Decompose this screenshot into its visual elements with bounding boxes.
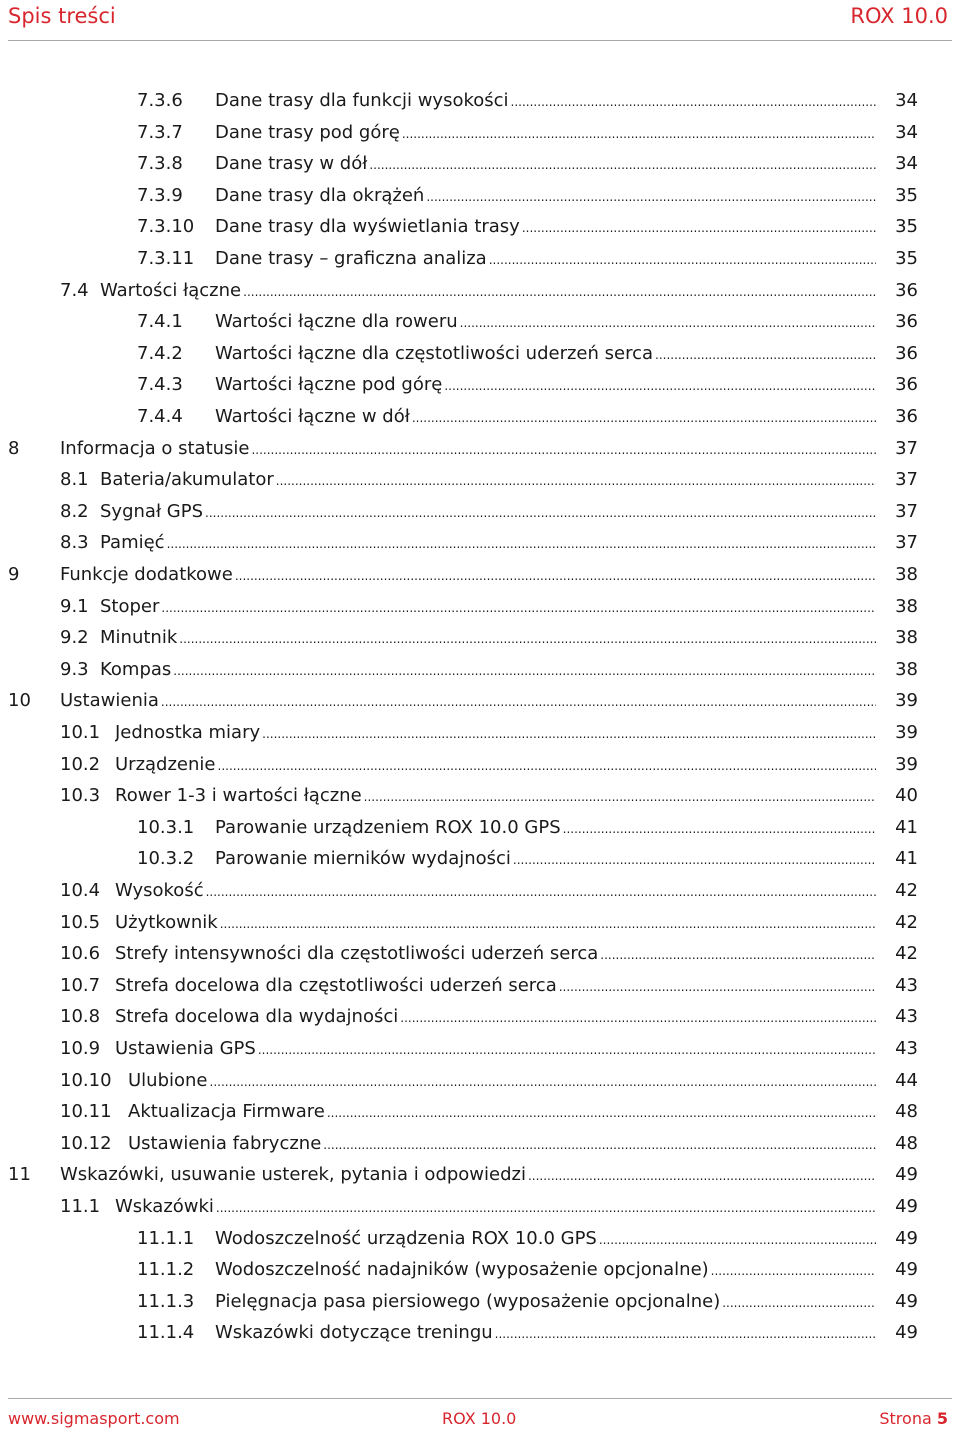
toc-entry-title-wrap — [215, 813, 876, 844]
toc-entry-title-wrap — [128, 1129, 876, 1160]
toc-entry-title-wrap — [100, 655, 876, 686]
toc-entry-page: 41 — [895, 816, 918, 838]
toc-entry-page: 39 — [895, 690, 918, 712]
toc-entry[interactable] — [0, 1318, 918, 1348]
toc-entry-number: 10.9 — [60, 1038, 101, 1059]
toc-entry-number: 7.4.3 — [137, 374, 183, 396]
toc-entry-number: 10.2 — [60, 753, 101, 775]
dot-leader — [495, 1319, 876, 1349]
toc-entry-title: Parowanie mierników wydajności — [215, 848, 511, 870]
toc-entry-page: 36 — [895, 406, 918, 427]
footer-product-name: ROX 10.0 — [442, 1409, 517, 1428]
toc-entry[interactable] — [0, 1066, 918, 1096]
page-header — [8, 0, 952, 41]
toc-entry-title: Urządzenie — [115, 753, 216, 775]
toc-entry-title: Informacja o statusie — [60, 437, 250, 459]
toc-entry-number: 11 — [8, 1164, 31, 1186]
section-title: Spis treści — [8, 4, 116, 28]
toc-entry[interactable] — [0, 1002, 918, 1032]
toc-entry[interactable] — [0, 718, 918, 748]
toc-entry-title-wrap — [215, 212, 876, 243]
toc-entry-title-wrap — [115, 939, 876, 970]
toc-entry-number: 9 — [8, 564, 20, 585]
toc-entry[interactable] — [0, 181, 918, 211]
toc-entry-page: 49 — [895, 1196, 918, 1217]
toc-entry-title: Ulubione — [128, 1069, 208, 1091]
dot-leader — [235, 561, 876, 591]
toc-entry-page: 36 — [895, 311, 918, 333]
toc-entry-number: 10.6 — [60, 943, 101, 965]
product-name: ROX 10.0 — [850, 4, 948, 28]
toc-entry[interactable] — [0, 686, 918, 716]
toc-entry-page: 34 — [895, 121, 918, 143]
dot-leader — [528, 1161, 876, 1191]
toc-entry-title: Pamięć — [100, 532, 165, 554]
toc-entry-title-wrap — [215, 1255, 876, 1286]
dot-leader — [513, 845, 876, 875]
toc-entry-title-wrap — [128, 1066, 876, 1097]
toc-entry[interactable] — [0, 86, 918, 116]
toc-entry-page: 43 — [895, 1038, 918, 1059]
toc-entry-number: 10.8 — [60, 1006, 101, 1028]
toc-entry[interactable] — [0, 402, 918, 432]
toc-entry-page: 49 — [895, 1259, 918, 1281]
toc-entry[interactable] — [0, 434, 918, 464]
dot-leader — [173, 656, 876, 686]
toc-entry[interactable] — [0, 1287, 918, 1317]
toc-entry[interactable] — [0, 118, 918, 148]
toc-entry[interactable] — [0, 528, 918, 558]
toc-entry-title: Kompas — [100, 658, 172, 680]
toc-entry-number: 10 — [8, 690, 31, 712]
toc-entry[interactable] — [0, 149, 918, 179]
toc-entry-title-wrap — [100, 623, 876, 654]
toc-entry-title-wrap — [215, 339, 876, 370]
toc-entry[interactable] — [0, 781, 918, 811]
toc-entry-title: Dane trasy – graficzna analiza — [215, 248, 487, 269]
dot-leader — [600, 940, 876, 970]
dot-leader — [711, 1256, 876, 1286]
toc-entry-number: 7.4 — [60, 279, 89, 301]
toc-entry-number: 10.5 — [60, 911, 101, 933]
dot-leader — [262, 719, 876, 749]
toc-entry-number: 11.1 — [60, 1196, 101, 1217]
dot-leader — [323, 1130, 876, 1160]
dot-leader — [400, 1003, 876, 1033]
toc-entry-title: Strefa docelowa dla wydajności — [115, 1006, 399, 1028]
toc-entry[interactable] — [0, 370, 918, 400]
toc-entry-title-wrap — [100, 465, 876, 496]
dot-leader — [559, 972, 876, 1002]
toc-entry-title: Rower 1-3 i wartości łączne — [115, 785, 362, 807]
toc-entry-number: 10.1 — [60, 722, 101, 743]
toc-entry[interactable] — [0, 465, 918, 495]
toc-entry-page: 42 — [895, 911, 918, 933]
dot-leader — [205, 498, 876, 528]
dot-leader — [327, 1098, 876, 1128]
toc-entry-title-wrap — [128, 1097, 876, 1128]
toc-entry-title: Stoper — [100, 595, 160, 617]
page-number-value: 5 — [936, 1409, 948, 1428]
toc-entry-number: 8.3 — [60, 532, 89, 554]
toc-entry-title-wrap — [215, 118, 876, 149]
toc-entry-number: 11.1.3 — [137, 1290, 195, 1312]
dot-leader — [251, 435, 876, 465]
toc-entry-title: Funkcje dodatkowe — [60, 564, 233, 585]
page-number — [879, 1409, 948, 1428]
toc-entry[interactable] — [0, 497, 918, 527]
toc-entry-page: 49 — [895, 1322, 918, 1344]
toc-entry-title-wrap — [100, 528, 876, 559]
toc-entry-number: 11.1.1 — [137, 1227, 195, 1249]
toc-entry-number: 8.1 — [60, 469, 89, 491]
toc-entry-page: 43 — [895, 974, 918, 996]
toc-entry-title-wrap — [100, 497, 876, 528]
toc-entry[interactable] — [0, 244, 918, 274]
toc-entry[interactable] — [0, 876, 918, 906]
dot-leader — [511, 87, 876, 117]
dot-leader — [167, 529, 876, 559]
toc-entry-title: Sygnał GPS — [100, 500, 204, 522]
toc-entry-page: 48 — [895, 1101, 918, 1123]
dot-leader — [369, 150, 876, 180]
toc-entry-title: Wysokość — [115, 880, 204, 901]
toc-entry[interactable] — [0, 560, 918, 590]
website-link[interactable]: www.sigmasport.com — [8, 1409, 180, 1428]
toc-entry[interactable] — [0, 1224, 918, 1254]
toc-entry-title: Dane trasy dla funkcji wysokości — [215, 90, 509, 111]
toc-entry[interactable] — [0, 1192, 918, 1222]
toc-entry-title: Pielęgnacja pasa piersiowego (wyposażenie opcjonalne) — [215, 1290, 721, 1312]
toc-entry-title-wrap — [115, 971, 876, 1002]
toc-entry-title-wrap — [115, 781, 876, 812]
toc-entry-title-wrap — [115, 908, 876, 939]
toc-entry-title-wrap — [215, 244, 876, 275]
toc-entry-page: 40 — [895, 785, 918, 807]
toc-entry-title-wrap — [60, 1160, 876, 1191]
toc-entry-title-wrap — [215, 149, 876, 180]
toc-entry-page: 35 — [895, 248, 918, 269]
toc-entry-number: 7.3.10 — [137, 216, 195, 238]
toc-entry[interactable] — [0, 655, 918, 685]
toc-entry-page: 37 — [895, 437, 918, 459]
dot-leader — [258, 1035, 876, 1065]
toc-entry-number: 7.4.2 — [137, 342, 183, 364]
toc-entry-page: 41 — [895, 848, 918, 870]
toc-entry-title-wrap — [115, 876, 876, 907]
toc-entry-title-wrap — [215, 370, 876, 401]
toc-entry-title-wrap — [115, 718, 876, 749]
toc-entry-title: Strefa docelowa dla częstotliwości uderzeń serca — [115, 974, 557, 996]
toc-entry[interactable] — [0, 813, 918, 843]
toc-entry-title: Użytkownik — [115, 911, 218, 933]
toc-entry-title: Wskazówki — [115, 1196, 214, 1217]
toc-entry-title: Dane trasy dla wyświetlania trasy — [215, 216, 520, 238]
toc-entry-number: 11.1.2 — [137, 1259, 195, 1281]
toc-entry-page: 38 — [895, 658, 918, 680]
toc-entry-number: 10.3 — [60, 785, 101, 807]
toc-entry-page: 36 — [895, 279, 918, 301]
toc-entry-title: Dane trasy dla okrążeń — [215, 184, 425, 206]
toc-entry-title-wrap — [215, 1318, 876, 1349]
toc-entry-title: Wartości łączne pod górę — [215, 374, 443, 396]
toc-entry-title-wrap — [215, 86, 876, 117]
toc-entry[interactable] — [0, 623, 918, 653]
toc-entry[interactable] — [0, 212, 918, 242]
toc-entry-title: Jednostka miary — [115, 722, 261, 743]
toc-entry-title: Wskazówki dotyczące treningu — [215, 1322, 493, 1344]
toc-entry-page: 39 — [895, 722, 918, 743]
toc-entry[interactable] — [0, 592, 918, 622]
toc-entry-number: 8.2 — [60, 500, 89, 522]
toc-entry-title: Ustawienia fabryczne — [128, 1132, 322, 1154]
toc-entry-title: Wodoszczelność nadajników (wyposażenie opcjonalne) — [215, 1259, 709, 1281]
toc-entry-title: Ustawienia GPS — [115, 1038, 256, 1059]
dot-leader — [161, 593, 876, 623]
toc-entry-number: 7.3.11 — [137, 248, 195, 269]
toc-entry-number: 11.1.4 — [137, 1322, 195, 1344]
toc-entry-title-wrap — [115, 750, 876, 781]
toc-entry-number: 10.7 — [60, 974, 101, 996]
dot-leader — [426, 182, 876, 212]
dot-leader — [161, 687, 876, 717]
dot-leader — [179, 624, 876, 654]
toc-entry-title: Dane trasy pod górę — [215, 121, 400, 143]
toc-entry-number: 10.10 — [60, 1069, 112, 1091]
toc-entry-title: Wodoszczelność urządzenia ROX 10.0 GPS — [215, 1227, 597, 1249]
dot-leader — [655, 340, 876, 370]
toc-entry-number: 7.3.7 — [137, 121, 183, 143]
toc-entry-page: 35 — [895, 216, 918, 238]
toc-entry[interactable] — [0, 939, 918, 969]
toc-entry-page: 37 — [895, 469, 918, 491]
page-label: Strona — [879, 1409, 932, 1428]
toc-entry[interactable] — [0, 1097, 918, 1127]
dot-leader — [444, 371, 876, 401]
toc-entry-number: 10.12 — [60, 1132, 112, 1154]
toc-entry-number: 9.3 — [60, 658, 89, 680]
toc-entry-page: 44 — [895, 1069, 918, 1091]
dot-leader — [489, 245, 876, 275]
dot-leader — [206, 877, 876, 907]
dot-leader — [220, 909, 876, 939]
toc-entry-title-wrap — [60, 686, 876, 717]
toc-entry-title: Wartości łączne — [100, 279, 242, 301]
toc-entry-number: 7.3.6 — [137, 90, 183, 111]
toc-entry-title: Minutnik — [100, 627, 178, 649]
dot-leader — [243, 277, 876, 307]
toc-entry-title: Bateria/akumulator — [100, 469, 274, 491]
toc-entry-page: 37 — [895, 500, 918, 522]
toc-entry-title-wrap — [100, 276, 876, 307]
toc-entry-page: 42 — [895, 880, 918, 901]
toc-entry-page: 35 — [895, 184, 918, 206]
toc-entry-page: 39 — [895, 753, 918, 775]
toc-entry-number: 9.2 — [60, 627, 89, 649]
dot-leader — [599, 1225, 876, 1255]
toc-entry-title: Wartości łączne w dół — [215, 406, 410, 427]
dot-leader — [522, 213, 876, 243]
toc-entry-page: 34 — [895, 153, 918, 175]
toc-entry[interactable] — [0, 971, 918, 1001]
toc-entry-page: 34 — [895, 90, 918, 111]
toc-entry-page: 42 — [895, 943, 918, 965]
toc-entry[interactable] — [0, 1255, 918, 1285]
toc-entry-title-wrap — [60, 560, 876, 591]
toc-entry-title: Strefy intensywności dla częstotliwości uderzeń serca — [115, 943, 599, 965]
toc-entry-page: 36 — [895, 342, 918, 364]
toc-entry-page: 49 — [895, 1227, 918, 1249]
toc-entry-number: 10.4 — [60, 880, 101, 901]
toc-entry-page: 36 — [895, 374, 918, 396]
toc-entry-page: 38 — [895, 595, 918, 617]
toc-entry-title-wrap — [215, 402, 876, 433]
toc-entry-title-wrap — [115, 1002, 876, 1033]
dot-leader — [210, 1067, 876, 1097]
toc-entry[interactable] — [0, 307, 918, 337]
toc-entry-title-wrap — [215, 307, 876, 338]
dot-leader — [364, 782, 876, 812]
toc-entry-title-wrap — [60, 434, 876, 465]
toc-entry-page: 37 — [895, 532, 918, 554]
toc-entry-number: 10.3.1 — [137, 816, 195, 838]
toc-entry[interactable] — [0, 1129, 918, 1159]
toc-entry[interactable] — [0, 750, 918, 780]
toc-entry-page: 43 — [895, 1006, 918, 1028]
toc-entry-page: 49 — [895, 1290, 918, 1312]
toc-entry-page: 48 — [895, 1132, 918, 1154]
toc-entry-number: 10.11 — [60, 1101, 112, 1123]
toc-entry[interactable] — [0, 276, 918, 306]
toc-entry-title-wrap — [215, 1287, 876, 1318]
page-footer — [8, 1398, 952, 1434]
toc-entry[interactable] — [0, 1034, 918, 1064]
toc-entry-title: Wskazówki, usuwanie usterek, pytania i odpowiedzi — [60, 1164, 526, 1186]
toc-entry-title-wrap — [115, 1192, 876, 1223]
toc-entry[interactable] — [0, 339, 918, 369]
dot-leader — [216, 1193, 876, 1223]
toc-entry-number: 7.4.1 — [137, 311, 183, 333]
toc-entry-number: 10.3.2 — [137, 848, 195, 870]
toc-entry-title: Ustawienia — [60, 690, 159, 712]
dot-leader — [460, 308, 876, 338]
toc-entry[interactable] — [0, 844, 918, 874]
dot-leader — [722, 1288, 876, 1318]
toc-entry-title: Aktualizacja Firmware — [128, 1101, 325, 1123]
dot-leader — [563, 814, 876, 844]
dot-leader — [412, 403, 876, 433]
toc-entry-number: 8 — [8, 437, 20, 459]
toc-entry-title-wrap — [215, 1224, 876, 1255]
toc-entry-number: 7.3.8 — [137, 153, 183, 175]
toc-entry-title-wrap — [215, 181, 876, 212]
toc-entry-title: Parowanie urządzeniem ROX 10.0 GPS — [215, 816, 561, 838]
toc-entry-page: 38 — [895, 564, 918, 585]
toc-entry-title: Dane trasy w dół — [215, 153, 368, 175]
toc-entry-page: 49 — [895, 1164, 918, 1186]
toc-entry-title-wrap — [215, 844, 876, 875]
toc-entry-title: Wartości łączne dla roweru — [215, 311, 458, 333]
toc-entry-page: 38 — [895, 627, 918, 649]
toc-entry-number: 7.4.4 — [137, 406, 183, 427]
toc-entry[interactable] — [0, 908, 918, 938]
dot-leader — [402, 119, 876, 149]
toc-entry-title-wrap — [100, 592, 876, 623]
toc-entry[interactable] — [0, 1160, 918, 1190]
toc-entry-number: 7.3.9 — [137, 184, 183, 206]
toc-entry-number: 9.1 — [60, 595, 89, 617]
dot-leader — [218, 751, 877, 781]
dot-leader — [276, 466, 876, 496]
toc-entry-title: Wartości łączne dla częstotliwości uderzeń serca — [215, 342, 654, 364]
toc-entry-title-wrap — [115, 1034, 876, 1065]
